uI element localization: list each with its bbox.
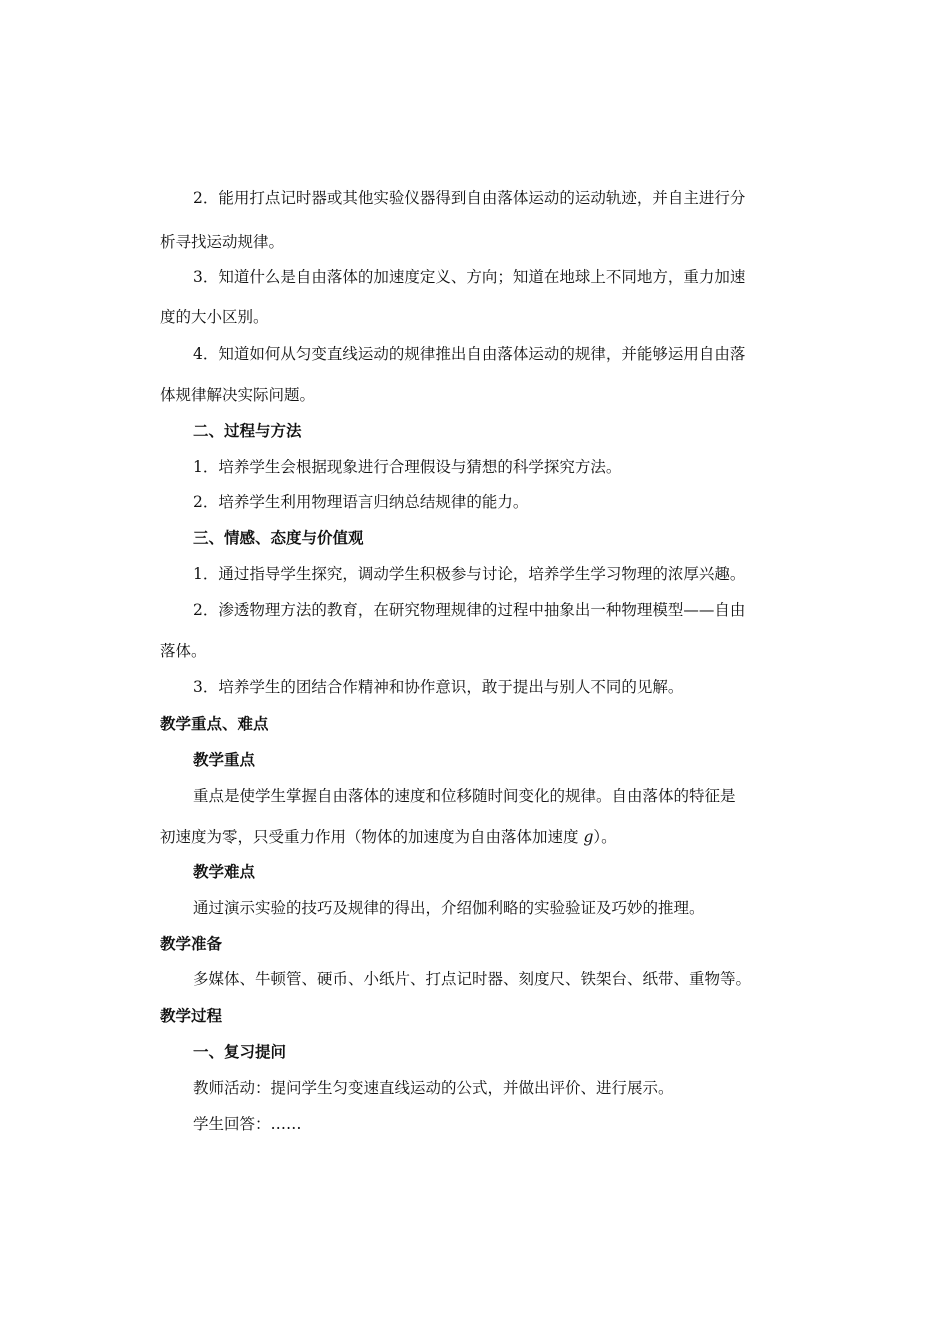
objective-2-line1: 2．能用打点记时器或其他实验仪器得到自由落体运动的运动轨迹，并自主进行分 xyxy=(193,189,746,207)
objective-4-line1: 4．知道如何从匀变直线运动的规律推出自由落体运动的规律，并能够运用自由落 xyxy=(193,345,746,363)
subheading-review-questions: 一、复习提问 xyxy=(193,1043,287,1061)
emotion-item-2-line2: 落体。 xyxy=(160,642,207,660)
objective-3-line1: 3．知道什么是自由落体的加速度定义、方向；知道在地球上不同地方，重力加速 xyxy=(193,268,746,286)
objective-2-line2: 析寻找运动规律。 xyxy=(160,233,285,251)
key-point-line2-end: ）。 xyxy=(593,828,617,846)
difficult-point-line: 通过演示实验的技巧及规律的得出，介绍伽利略的实验验证及巧妙的推理。 xyxy=(193,899,705,917)
heading-process-methods: 二、过程与方法 xyxy=(193,422,302,440)
process-item-2: 2．培养学生利用物理语言归纳总结规律的能力。 xyxy=(193,493,529,511)
subheading-key-point: 教学重点 xyxy=(193,751,256,769)
heading-preparation: 教学准备 xyxy=(160,935,223,953)
objective-3-line2: 度的大小区别。 xyxy=(160,308,269,326)
emotion-item-3: 3．培养学生的团结合作精神和协作意识，敢于提出与别人不同的见解。 xyxy=(193,678,684,696)
key-point-line2-text: 初速度为零，只受重力作用（物体的加速度为自由落体加速度 xyxy=(160,828,584,846)
emotion-item-2-line1: 2．渗透物理方法的教育，在研究物理规律的过程中抽象出一种物理模型——自由 xyxy=(193,601,746,619)
key-point-line1: 重点是使学生掌握自由落体的速度和位移随时间变化的规律。自由落体的特征是 xyxy=(193,787,736,805)
preparation-line: 多媒体、牛顿管、硬币、小纸片、打点记时器、刻度尺、铁架台、纸带、重物等。 xyxy=(193,970,752,988)
teacher-activity-line: 教师活动：提问学生匀变速直线运动的公式，并做出评价、进行展示。 xyxy=(193,1079,674,1097)
process-item-1: 1．培养学生会根据现象进行合理假设与猜想的科学探究方法。 xyxy=(193,458,622,476)
subheading-difficult-point: 教学难点 xyxy=(193,863,256,881)
emotion-item-1: 1．通过指导学生探究，调动学生积极参与讨论，培养学生学习物理的浓厚兴趣。 xyxy=(193,565,746,583)
key-point-line2 xyxy=(160,827,617,847)
heading-teaching-procedure: 教学过程 xyxy=(160,1007,223,1025)
objective-4-line2: 体规律解决实际问题。 xyxy=(160,386,316,404)
heading-key-difficult-points: 教学重点、难点 xyxy=(160,715,269,733)
heading-emotion-values: 三、情感、态度与价值观 xyxy=(193,529,364,547)
student-answer-line: 学生回答：…… xyxy=(193,1115,302,1133)
gravity-symbol: g xyxy=(583,828,594,846)
